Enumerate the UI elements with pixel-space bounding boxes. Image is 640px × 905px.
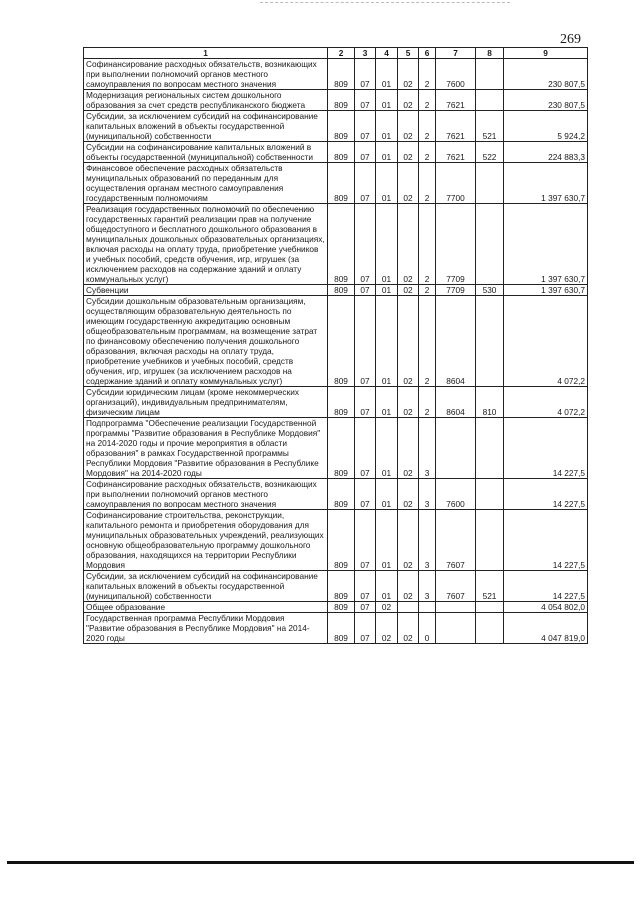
item-name-cell: Субсидии на софинансирование капитальных вложений в объекты государственной (муниципальной) собственности xyxy=(84,142,328,163)
col-header: 7 xyxy=(436,48,476,59)
expense-type-code-cell xyxy=(476,613,504,644)
item-name-cell: Государственная программа Республики Мордовия "Развитие образования в Республике Мордовия" на 2014-2020 годы xyxy=(84,613,328,644)
col-header: 3 xyxy=(355,48,376,59)
subsection-code-cell: 01 xyxy=(376,142,398,163)
table-body xyxy=(84,59,588,644)
section-code-cell: 07 xyxy=(355,163,376,204)
direction-code-cell: 7621 xyxy=(436,90,476,111)
section-code-cell: 07 xyxy=(355,571,376,602)
subsection-code-cell: 01 xyxy=(376,204,398,285)
expense-type-code-cell xyxy=(476,479,504,510)
amount-cell: 4 072,2 xyxy=(504,296,588,387)
item-name-cell: Реализация государственных полномочий по обеспечению государственных гарантий реализации прав на получение общедоступного и бесплатного дошкольного образования в муниципальных дошкольных образовательных организациях, включая расходы на оплату труда, приобретение учебников и учебных пособий, средств обучения, игр, игрушек (за исключением расходов на содержание зданий и оплату коммунальных услуг) xyxy=(84,204,328,285)
ministry-code-cell: 809 xyxy=(328,285,355,296)
expense-type-code-cell: 521 xyxy=(476,111,504,142)
program-code-cell: 02 xyxy=(398,111,419,142)
section-code-cell: 07 xyxy=(355,90,376,111)
ministry-code-cell: 809 xyxy=(328,204,355,285)
table-row xyxy=(84,163,588,204)
scan-top-marks xyxy=(260,2,510,4)
table-row xyxy=(84,90,588,111)
amount-cell: 1 397 630,7 xyxy=(504,163,588,204)
subsection-code-cell: 02 xyxy=(376,613,398,644)
item-name-cell: Субсидии юридическим лицам (кроме некоммерческих организаций), индивидуальным предпринимателям, физическим лицам xyxy=(84,387,328,418)
ministry-code-cell: 809 xyxy=(328,59,355,90)
ministry-code-cell: 809 xyxy=(328,571,355,602)
expense-type-code-cell: 530 xyxy=(476,285,504,296)
ministry-code-cell: 809 xyxy=(328,163,355,204)
subprogram-code-cell: 2 xyxy=(419,59,436,90)
item-name-cell: Модернизация региональных систем дошкольного образования за счет средств республиканского бюджета xyxy=(84,90,328,111)
table-row xyxy=(84,602,588,613)
expense-type-code-cell xyxy=(476,510,504,571)
section-code-cell: 07 xyxy=(355,602,376,613)
subprogram-code-cell: 2 xyxy=(419,163,436,204)
section-code-cell: 07 xyxy=(355,613,376,644)
subsection-code-cell: 01 xyxy=(376,418,398,479)
program-code-cell: 02 xyxy=(398,418,419,479)
program-code-cell: 02 xyxy=(398,510,419,571)
item-name-cell: Общее образование xyxy=(84,602,328,613)
col-header: 1 xyxy=(84,48,328,59)
item-name-cell: Субсидии дошкольным образовательным организациям, осуществляющим образовательную деятельность по имеющим государственную аккредитацию основным общеобразовательным программам, на возмещение затрат по финансовому обеспечению получения дошкольного образования, включая расходы на оплату труда, приобретение учебников и учебных пособий, средств обучения, игр, игрушек (за исключением расходов на содержание зданий и оплату коммунальных услуг) xyxy=(84,296,328,387)
ministry-code-cell: 809 xyxy=(328,387,355,418)
col-header: 2 xyxy=(328,48,355,59)
ministry-code-cell: 809 xyxy=(328,613,355,644)
item-name-cell: Субсидии, за исключением субсидий на софинансирование капитальных вложений в объекты государственной (муниципальной) собственности xyxy=(84,571,328,602)
program-code-cell: 02 xyxy=(398,142,419,163)
amount-cell: 14 227,5 xyxy=(504,510,588,571)
item-name-cell: Субвенции xyxy=(84,285,328,296)
expense-type-code-cell xyxy=(476,418,504,479)
subprogram-code-cell: 0 xyxy=(419,613,436,644)
ministry-code-cell: 809 xyxy=(328,479,355,510)
program-code-cell: 02 xyxy=(398,59,419,90)
program-code-cell: 02 xyxy=(398,613,419,644)
expense-type-code-cell xyxy=(476,163,504,204)
subprogram-code-cell xyxy=(419,602,436,613)
subprogram-code-cell: 2 xyxy=(419,111,436,142)
subsection-code-cell: 01 xyxy=(376,285,398,296)
subsection-code-cell: 01 xyxy=(376,111,398,142)
section-code-cell: 07 xyxy=(355,204,376,285)
table-row xyxy=(84,418,588,479)
subprogram-code-cell: 2 xyxy=(419,285,436,296)
col-header: 6 xyxy=(419,48,436,59)
item-name-cell: Софинансирование расходных обязательств, возникающих при выполнении полномочий органов местного самоуправления по вопросам местного значения xyxy=(84,59,328,90)
direction-code-cell: 7621 xyxy=(436,142,476,163)
amount-cell: 4 054 802,0 xyxy=(504,602,588,613)
expense-type-code-cell xyxy=(476,296,504,387)
bottom-rule xyxy=(7,861,634,864)
ministry-code-cell: 809 xyxy=(328,90,355,111)
amount-cell: 14 227,5 xyxy=(504,571,588,602)
direction-code-cell xyxy=(436,613,476,644)
subsection-code-cell: 01 xyxy=(376,90,398,111)
expense-type-code-cell xyxy=(476,602,504,613)
subsection-code-cell: 01 xyxy=(376,387,398,418)
direction-code-cell: 7621 xyxy=(436,111,476,142)
section-code-cell: 07 xyxy=(355,387,376,418)
table-header-row xyxy=(84,48,588,59)
table-row xyxy=(84,59,588,90)
table-row xyxy=(84,204,588,285)
program-code-cell: 02 xyxy=(398,285,419,296)
subprogram-code-cell: 2 xyxy=(419,296,436,387)
amount-cell: 14 227,5 xyxy=(504,479,588,510)
page-number: 269 xyxy=(560,32,581,47)
section-code-cell: 07 xyxy=(355,296,376,387)
direction-code-cell: 7600 xyxy=(436,59,476,90)
amount-cell: 5 924,2 xyxy=(504,111,588,142)
section-code-cell: 07 xyxy=(355,142,376,163)
subsection-code-cell: 01 xyxy=(376,59,398,90)
ministry-code-cell: 809 xyxy=(328,296,355,387)
section-code-cell: 07 xyxy=(355,59,376,90)
subprogram-code-cell: 3 xyxy=(419,418,436,479)
table-row xyxy=(84,571,588,602)
ministry-code-cell: 809 xyxy=(328,510,355,571)
expense-type-code-cell: 522 xyxy=(476,142,504,163)
direction-code-cell: 8604 xyxy=(436,387,476,418)
table-row xyxy=(84,510,588,571)
direction-code-cell: 7607 xyxy=(436,571,476,602)
direction-code-cell xyxy=(436,602,476,613)
budget-table xyxy=(83,47,588,644)
subprogram-code-cell: 2 xyxy=(419,204,436,285)
col-header: 8 xyxy=(476,48,504,59)
amount-cell: 230 807,5 xyxy=(504,90,588,111)
expense-type-code-cell: 810 xyxy=(476,387,504,418)
expense-type-code-cell xyxy=(476,90,504,111)
col-header: 9 xyxy=(504,48,588,59)
expense-type-code-cell xyxy=(476,204,504,285)
program-code-cell: 02 xyxy=(398,479,419,510)
expense-type-code-cell: 521 xyxy=(476,571,504,602)
item-name-cell: Финансовое обеспечение расходных обязательств муниципальных образований по переданным для осуществления органам местного самоуправления государственным полномочиям xyxy=(84,163,328,204)
amount-cell: 1 397 630,7 xyxy=(504,204,588,285)
table-row xyxy=(84,285,588,296)
amount-cell: 230 807,5 xyxy=(504,59,588,90)
amount-cell: 224 883,3 xyxy=(504,142,588,163)
subprogram-code-cell: 3 xyxy=(419,479,436,510)
program-code-cell: 02 xyxy=(398,204,419,285)
direction-code-cell: 7700 xyxy=(436,163,476,204)
direction-code-cell xyxy=(436,418,476,479)
subprogram-code-cell: 2 xyxy=(419,387,436,418)
section-code-cell: 07 xyxy=(355,285,376,296)
expense-type-code-cell xyxy=(476,59,504,90)
table-row xyxy=(84,296,588,387)
table-row xyxy=(84,142,588,163)
subsection-code-cell: 01 xyxy=(376,510,398,571)
item-name-cell: Софинансирование строительства, реконструкции, капитального ремонта и приобретения оборудования для муниципальных образовательных учреждений, реализующих основную общеобразовательную программу дошкольного образования, находящихся на территории Республики Мордовия xyxy=(84,510,328,571)
direction-code-cell: 7607 xyxy=(436,510,476,571)
item-name-cell: Подпрограмма "Обеспечение реализации Государственной программы "Развитие образования в Республике Мордовия" на 2014-2020 годы и прочие мероприятия в области образования" в рамках Государственной программы Республики Мордовия "Развитие образования в Республике Мордовия" на 2014-2020 годы xyxy=(84,418,328,479)
subprogram-code-cell: 3 xyxy=(419,571,436,602)
program-code-cell xyxy=(398,602,419,613)
program-code-cell: 02 xyxy=(398,163,419,204)
ministry-code-cell: 809 xyxy=(328,418,355,479)
ministry-code-cell: 809 xyxy=(328,602,355,613)
col-header: 4 xyxy=(376,48,398,59)
direction-code-cell: 7600 xyxy=(436,479,476,510)
col-header: 5 xyxy=(398,48,419,59)
program-code-cell: 02 xyxy=(398,296,419,387)
program-code-cell: 02 xyxy=(398,387,419,418)
table-row xyxy=(84,479,588,510)
item-name-cell: Софинансирование расходных обязательств, возникающих при выполнении полномочий органов местного самоуправления по вопросам местного значения xyxy=(84,479,328,510)
program-code-cell: 02 xyxy=(398,90,419,111)
program-code-cell: 02 xyxy=(398,571,419,602)
subprogram-code-cell: 2 xyxy=(419,90,436,111)
table-row xyxy=(84,111,588,142)
amount-cell: 4 047 819,0 xyxy=(504,613,588,644)
section-code-cell: 07 xyxy=(355,418,376,479)
table-row xyxy=(84,613,588,644)
subsection-code-cell: 01 xyxy=(376,296,398,387)
section-code-cell: 07 xyxy=(355,111,376,142)
subsection-code-cell: 01 xyxy=(376,479,398,510)
amount-cell: 14 227,5 xyxy=(504,418,588,479)
subprogram-code-cell: 2 xyxy=(419,142,436,163)
subsection-code-cell: 01 xyxy=(376,163,398,204)
subsection-code-cell: 02 xyxy=(376,602,398,613)
direction-code-cell: 7709 xyxy=(436,204,476,285)
subprogram-code-cell: 3 xyxy=(419,510,436,571)
direction-code-cell: 8604 xyxy=(436,296,476,387)
table-row xyxy=(84,387,588,418)
ministry-code-cell: 809 xyxy=(328,142,355,163)
amount-cell: 4 072,2 xyxy=(504,387,588,418)
subsection-code-cell: 01 xyxy=(376,571,398,602)
item-name-cell: Субсидии, за исключением субсидий на софинансирование капитальных вложений в объекты государственной (муниципальной) собственности xyxy=(84,111,328,142)
ministry-code-cell: 809 xyxy=(328,111,355,142)
amount-cell: 1 397 630,7 xyxy=(504,285,588,296)
section-code-cell: 07 xyxy=(355,510,376,571)
direction-code-cell: 7709 xyxy=(436,285,476,296)
section-code-cell: 07 xyxy=(355,479,376,510)
